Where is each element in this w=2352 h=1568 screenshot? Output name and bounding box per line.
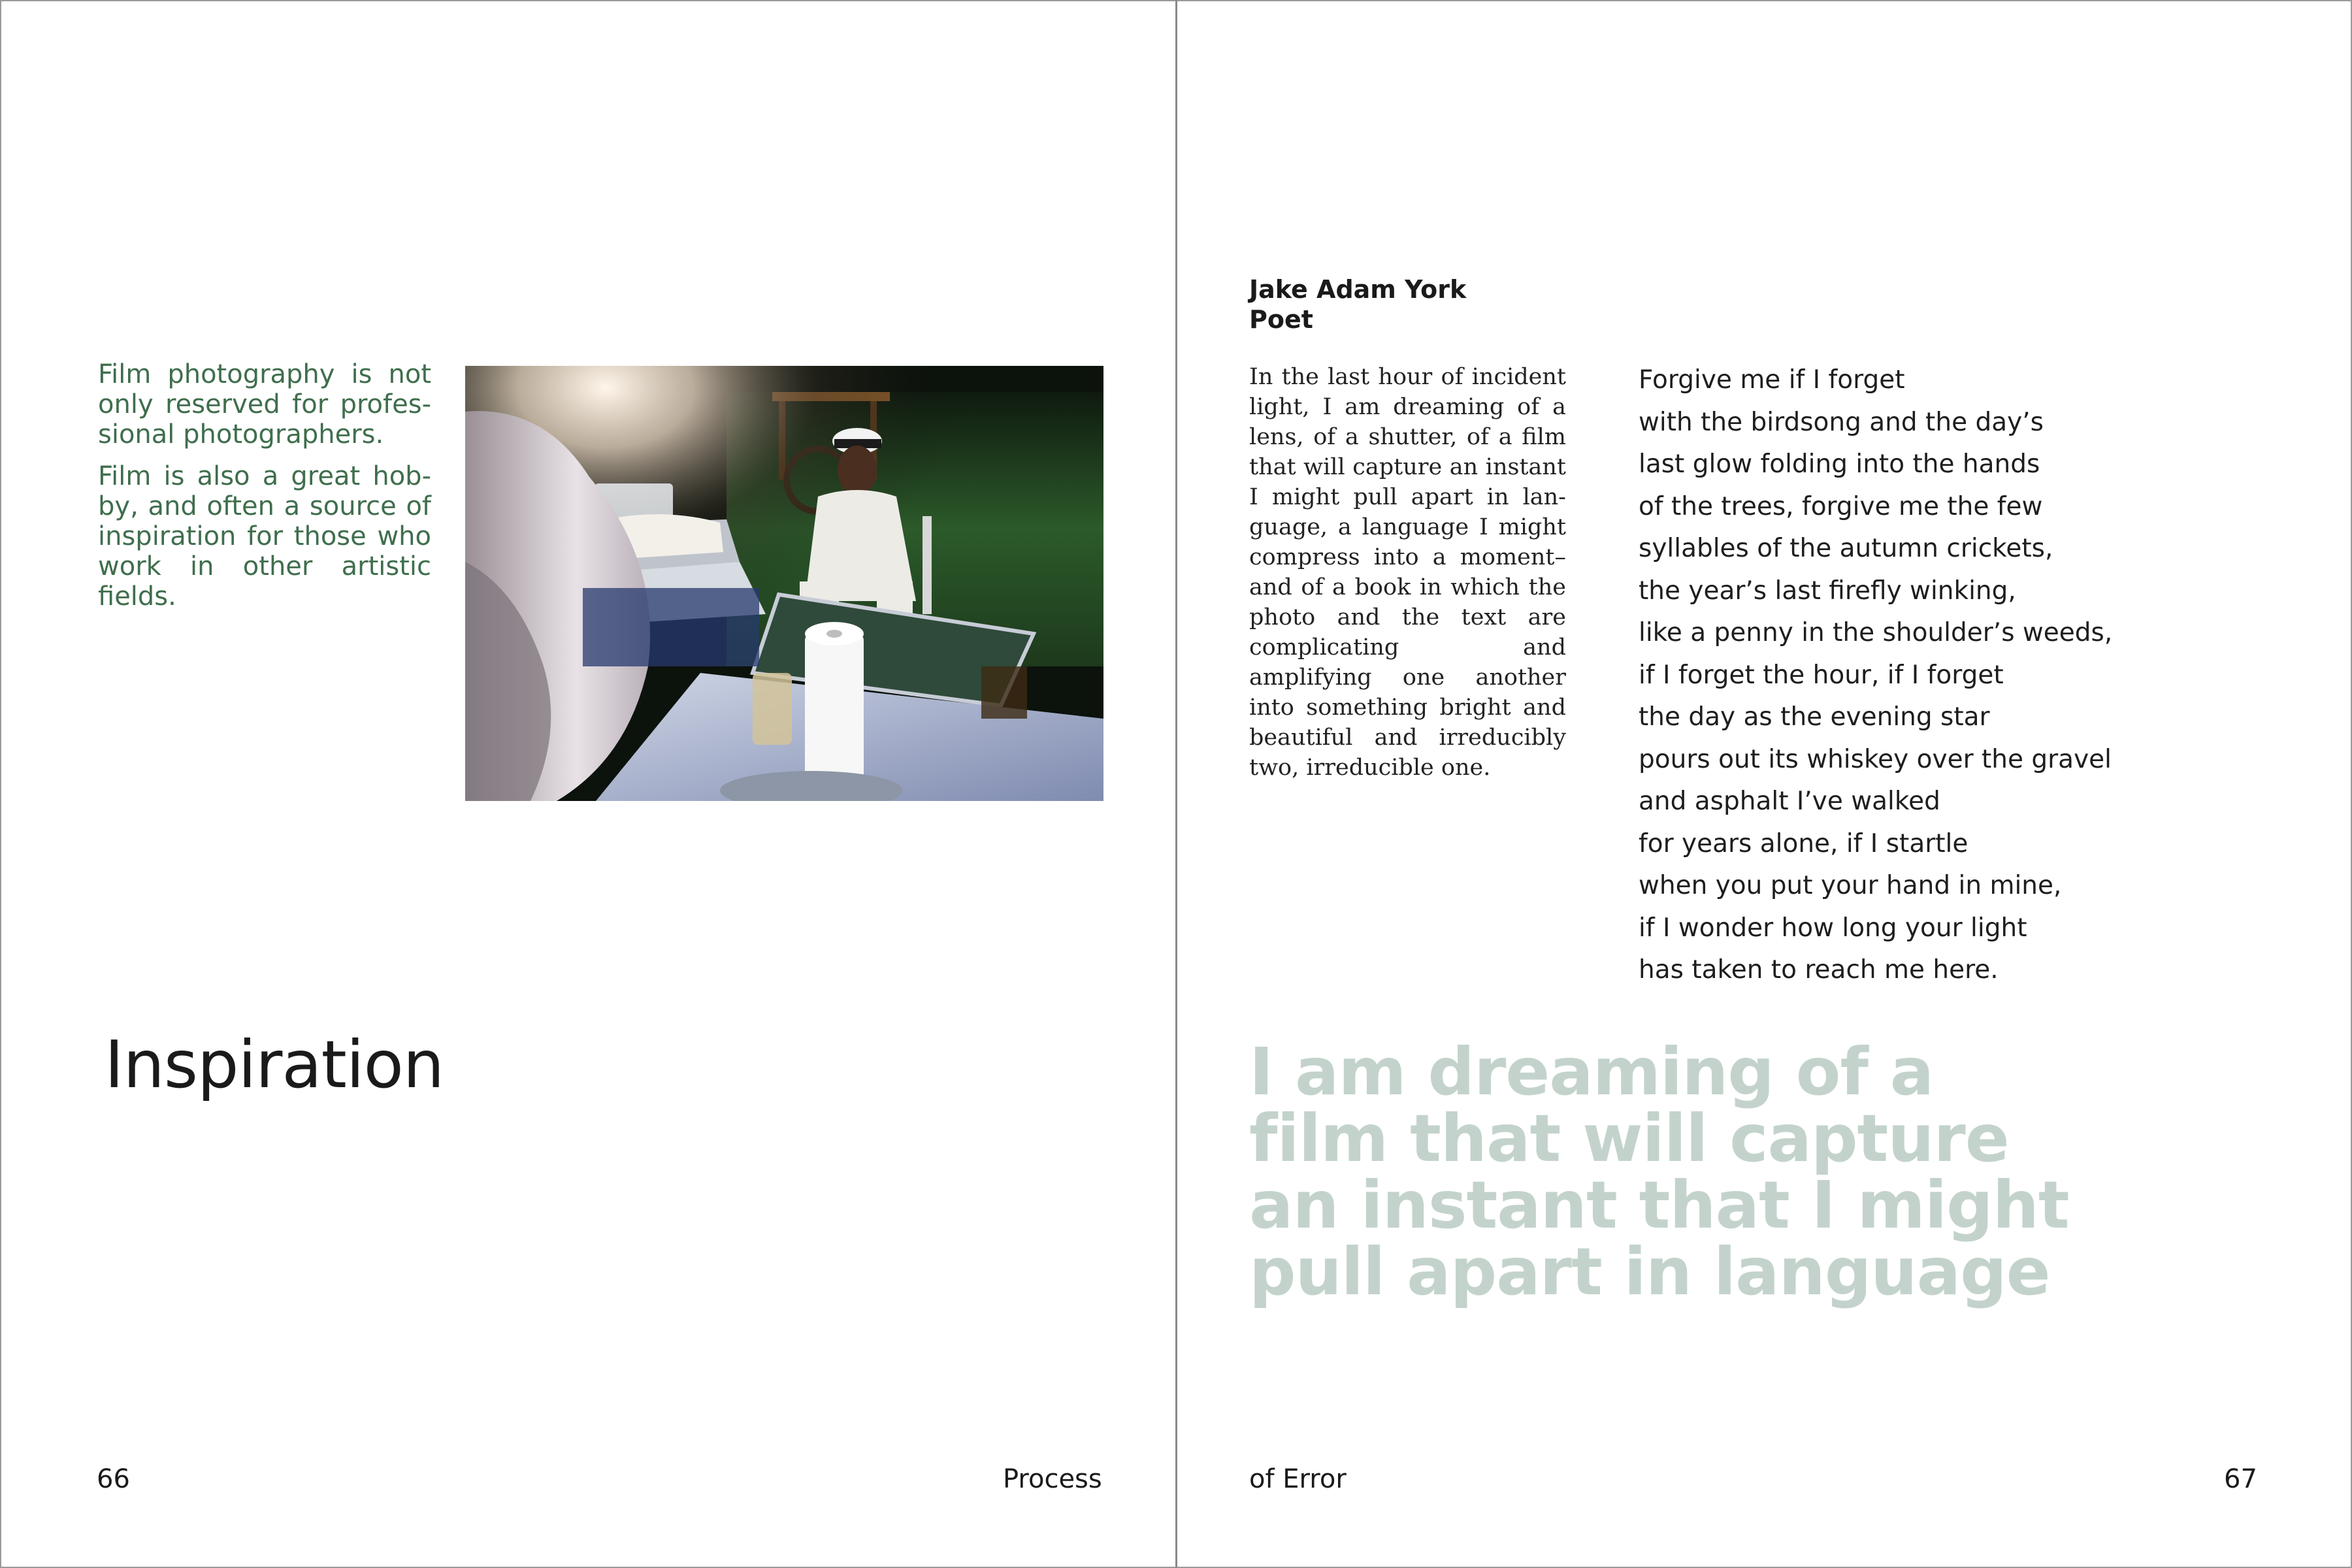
pull-quote — [1249, 1034, 2229, 1310]
photo-illustration — [465, 366, 1103, 801]
page-number-left: 66 — [97, 1464, 130, 1494]
poem-line: if I forget the hour, if I forget — [1639, 660, 2004, 690]
poem — [1639, 359, 2174, 992]
page-number-right: 67 — [2224, 1464, 2257, 1494]
poem-line: Forgive me if I forget — [1639, 365, 1905, 395]
poem-line: of the trees, forgive me the few — [1639, 491, 2043, 521]
prose-column — [1249, 362, 1566, 783]
night-event-photo — [465, 366, 1103, 801]
running-head-left: Process — [1003, 1464, 1102, 1494]
pull-quote-line: film that will capture — [1249, 1100, 2009, 1177]
poem-line: like a penny in the shoulder’s weeds, — [1639, 618, 2113, 647]
pull-quote-line: pull apart in language — [1249, 1233, 2050, 1310]
prose-paragraph: In the last hour of incident light, I am dreaming of a lens, of a shutter, of a film that will capture an instant I might pull apart in language, a language I might compress into a moment– and of a book in which the photo and the text are complicating and amplifying one another into something bright and beautiful and irreducibly two, irreducible one. — [1249, 364, 1566, 781]
intro-paragraph-2: Film is also a great hobby, and often a source of inspiration for those who work in other artistic fields. — [98, 461, 431, 612]
author-name: Jake Adam York — [1249, 275, 1467, 304]
poem-line: has taken to reach me here. — [1639, 955, 1999, 985]
pull-quote-line: an instant that I might — [1249, 1167, 2069, 1243]
poem-line: syllables of the autumn crickets, — [1639, 534, 2053, 563]
poem-line: if I wonder how long your light — [1639, 913, 2027, 943]
poem-line: for years alone, if I startle — [1639, 828, 1968, 858]
poem-line: last glow folding into the hands — [1639, 449, 2040, 479]
author-role: Poet — [1249, 305, 1313, 334]
section-title: Inspiration — [105, 1026, 444, 1103]
running-head-right: of Error — [1249, 1464, 1347, 1494]
intro-text — [98, 359, 431, 623]
poem-line: the day as the evening star — [1639, 702, 1990, 732]
pull-quote-line: I am dreaming of a — [1249, 1034, 1934, 1110]
author-byline — [1249, 274, 1466, 335]
intro-paragraph-1: Film photography is not only reserved for professional photographers. — [98, 359, 431, 449]
poem-line: with the birdsong and the day’s — [1639, 407, 2044, 437]
poem-line: and asphalt I’ve walked — [1639, 787, 1940, 816]
spread-gutter — [1175, 0, 1177, 1568]
poem-line: when you put your hand in mine, — [1639, 871, 2062, 900]
poem-line: pours out its whiskey over the gravel — [1639, 744, 2112, 774]
poem-line: the year’s last firefly winking, — [1639, 576, 2016, 606]
